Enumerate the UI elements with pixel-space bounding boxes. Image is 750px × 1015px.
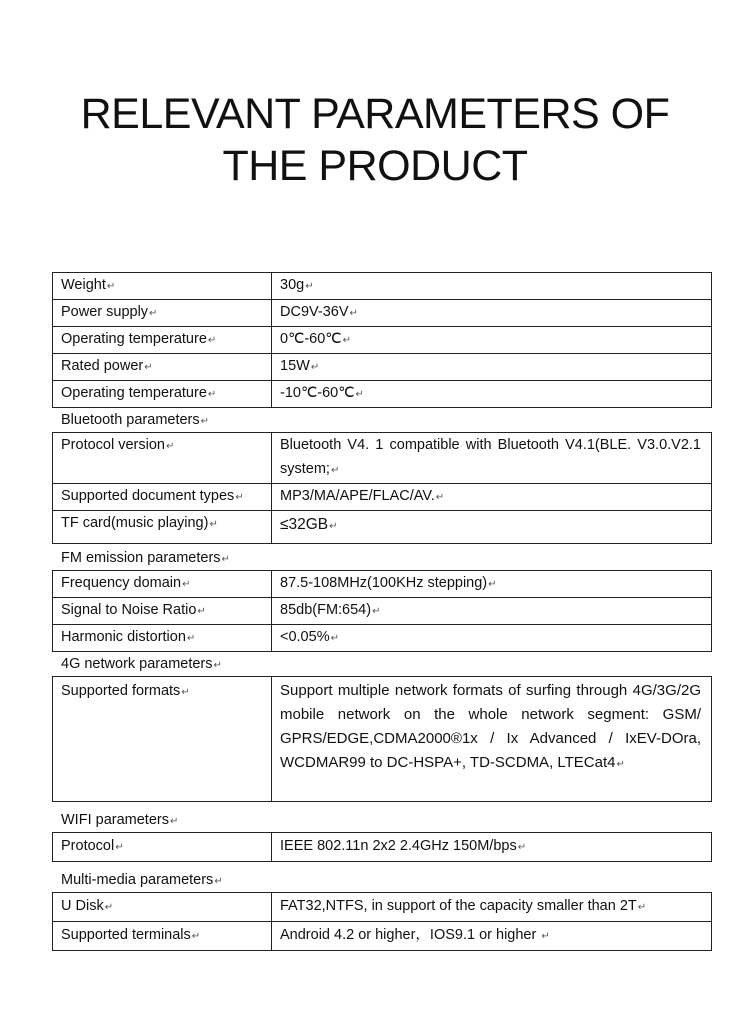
table-row (53, 833, 712, 862)
param-label: Protocol (61, 838, 115, 854)
param-label-cell (53, 327, 272, 354)
param-value-cell (272, 511, 712, 544)
table-row (53, 273, 712, 300)
paragraph-mark-icon: ↵ (330, 633, 339, 644)
section-heading-text: Bluetooth parameters (61, 412, 200, 428)
paragraph-mark-icon: ↵ (517, 842, 527, 853)
param-label: Power supply (61, 304, 149, 320)
paragraph-mark-icon: ↵ (330, 465, 340, 476)
param-label: Supported formats (61, 683, 181, 699)
param-label: Supported document types (61, 488, 235, 504)
paragraph-mark-icon: ↵ (191, 931, 201, 942)
fm-parameters-table (52, 570, 712, 652)
paragraph-mark-icon: ↵ (435, 492, 445, 503)
paragraph-mark-icon: ↵ (200, 416, 210, 427)
paragraph-mark-icon: ↵ (637, 902, 647, 913)
table-row (53, 893, 712, 922)
param-label: Frequency domain (61, 575, 182, 591)
paragraph-mark-icon: ↵ (181, 687, 190, 698)
param-value: Support multiple network formats of surfing through 4G/3G/2G mobile network on the whole network segment: GSM/ GPRS/EDGE,CDMA2000®1x / Ix Advanced / IxEV-DOra, WCDMAR99 to DC-HSPA+, TD-SCDMA, LTECat4 (280, 682, 701, 771)
section-heading-4g-network (52, 652, 712, 676)
param-label: TF card(music playing) (61, 515, 209, 531)
paragraph-mark-icon: ↵ (197, 606, 206, 617)
paragraph-mark-icon: ↵ (144, 362, 153, 373)
param-label: Harmonic distortion (61, 629, 186, 645)
param-value-cell (272, 484, 712, 511)
param-label: Weight (61, 277, 106, 293)
param-label-cell (53, 571, 272, 598)
paragraph-mark-icon: ↵ (342, 335, 351, 346)
table-row (53, 511, 712, 544)
param-value-cell (272, 571, 712, 598)
param-label: U Disk (61, 898, 104, 914)
param-label-cell (53, 833, 272, 862)
paragraph-mark-icon: ↵ (213, 660, 222, 671)
section-heading-multimedia (52, 868, 712, 892)
section-heading-text: Multi-media parameters (61, 872, 214, 888)
param-label-cell (53, 511, 272, 544)
bluetooth-parameters-table (52, 432, 712, 544)
paragraph-mark-icon: ↵ (372, 606, 381, 617)
paragraph-mark-icon: ↵ (488, 579, 497, 590)
param-value: 85db(FM:654) (280, 602, 372, 618)
param-label-cell (53, 893, 272, 922)
param-value: MP3/MA/APE/FLAC/AV. (280, 488, 435, 504)
paragraph-mark-icon: ↵ (169, 816, 179, 827)
param-value: 15W (280, 358, 310, 374)
param-value-cell (272, 300, 712, 327)
paragraph-mark-icon: ↵ (355, 389, 364, 400)
section-heading-text: FM emission parameters (61, 550, 221, 566)
table-row (53, 598, 712, 625)
paragraph-mark-icon: ↵ (310, 362, 320, 373)
table-row (53, 433, 712, 484)
paragraph-mark-icon: ↵ (207, 389, 217, 400)
param-value-cell (272, 433, 712, 484)
wifi-parameters-table (52, 832, 712, 862)
param-value: Bluetooth V4. 1 compatible with Bluetooth V4.1(BLE. V3.0.V2.1 system; (280, 437, 701, 477)
paragraph-mark-icon: ↵ (165, 441, 175, 452)
param-label-cell (53, 273, 272, 300)
table-row (53, 354, 712, 381)
param-label-cell (53, 922, 272, 951)
paragraph-mark-icon: ↵ (186, 633, 196, 644)
paragraph-mark-icon: ↵ (305, 281, 314, 292)
general-parameters-table (52, 272, 712, 408)
param-value: <0.05% (280, 629, 330, 645)
section-heading-text: WIFI parameters (61, 812, 169, 828)
param-value: 0℃-60℃ (280, 331, 342, 347)
param-label-cell (53, 381, 272, 408)
param-label-cell (53, 677, 272, 802)
paragraph-mark-icon: ↵ (209, 519, 218, 530)
param-label: Rated power (61, 358, 144, 374)
paragraph-mark-icon: ↵ (235, 492, 244, 503)
section-heading-wifi (52, 808, 712, 832)
paragraph-mark-icon: ↵ (221, 554, 230, 565)
param-label: Operating temperature (61, 385, 207, 401)
param-value: -10℃-60℃ (280, 385, 355, 401)
param-value-cell (272, 354, 712, 381)
param-value: 30g (280, 277, 305, 293)
param-label-cell (53, 598, 272, 625)
param-label-cell (53, 354, 272, 381)
section-heading-fm (52, 546, 712, 570)
section-heading-text: 4G network parameters (61, 656, 213, 672)
paragraph-mark-icon: ↵ (214, 876, 223, 887)
table-row (53, 381, 712, 408)
network-parameters-table (52, 676, 712, 802)
multimedia-parameters-table (52, 892, 712, 951)
page-title-line-2: THE PRODUCT (222, 142, 528, 190)
param-value: Android 4.2 or higher，IOS9.1 or higher (280, 927, 541, 943)
param-value-cell (272, 922, 712, 951)
paragraph-mark-icon: ↵ (182, 579, 191, 590)
param-value-cell (272, 327, 712, 354)
table-row (53, 625, 712, 652)
param-label: Signal to Noise Ratio (61, 602, 197, 618)
table-row (53, 571, 712, 598)
table-row (53, 922, 712, 951)
param-label-cell (53, 433, 272, 484)
paragraph-mark-icon: ↵ (106, 281, 116, 292)
param-value-cell (272, 273, 712, 300)
param-value-cell (272, 625, 712, 652)
page-title-line-1: RELEVANT PARAMETERS OF (80, 90, 670, 138)
paragraph-mark-icon: ↵ (149, 308, 158, 319)
param-value: ≤32GB (280, 516, 329, 533)
paragraph-mark-icon: ↵ (329, 521, 338, 532)
param-label-cell (53, 300, 272, 327)
param-value-cell (272, 833, 712, 862)
param-value-cell (272, 381, 712, 408)
paragraph-mark-icon: ↵ (115, 842, 124, 853)
param-label-cell (53, 484, 272, 511)
param-label: Operating temperature (61, 331, 207, 347)
section-heading-bluetooth (52, 408, 712, 432)
param-label: Protocol version (61, 437, 165, 453)
paragraph-mark-icon: ↵ (104, 902, 114, 913)
param-label: Supported terminals (61, 927, 191, 943)
table-row (53, 300, 712, 327)
paragraph-mark-icon: ↵ (349, 308, 358, 319)
param-value: DC9V-36V (280, 304, 349, 320)
param-value-cell (272, 677, 712, 802)
param-value-cell (272, 893, 712, 922)
param-value-cell (272, 598, 712, 625)
param-label-cell (53, 625, 272, 652)
parameters-sheet (52, 272, 712, 951)
param-value: IEEE 802.11n 2x2 2.4GHz 150M/bps (280, 838, 517, 854)
table-row (53, 484, 712, 511)
paragraph-mark-icon: ↵ (207, 335, 217, 346)
param-value: 87.5-108MHz(100KHz stepping) (280, 575, 488, 591)
page-title (0, 88, 750, 192)
table-row (53, 677, 712, 802)
table-row (53, 327, 712, 354)
paragraph-mark-icon: ↵ (541, 931, 550, 942)
paragraph-mark-icon: ↵ (616, 759, 625, 770)
param-value: FAT32,NTFS, in support of the capacity smaller than 2T (280, 898, 637, 914)
